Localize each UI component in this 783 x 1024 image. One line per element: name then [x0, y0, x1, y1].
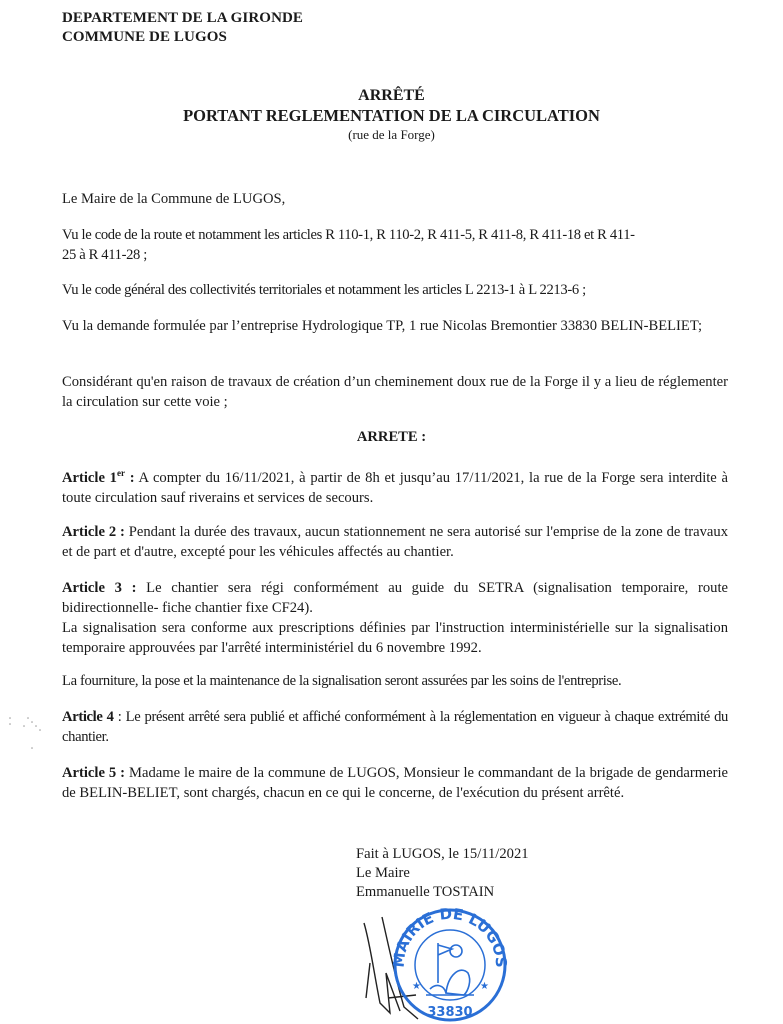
article-4-text: : Le présent arrêté sera publié et affiché conformément à la réglementation en vigueur à chaque extrémité du chantier. [62, 709, 728, 745]
commune-line: COMMUNE DE LUGOS [62, 29, 227, 45]
stamp-top-text: MAIRIE DE LUGOS [389, 904, 510, 969]
article-5-label: Article 5 : [62, 765, 126, 781]
article-5-text: Madame le maire de la commune de LUGOS, Monsieur le commandant de la brigade de gendarmerie de BELIN-BELIET, sont chargés, chacun en ce qui le concerne, de l'exécution du présent arrêté. [62, 765, 728, 801]
department-line: DEPARTEMENT DE LA GIRONDE [62, 10, 304, 26]
stamp-star-left-icon: ★ [412, 981, 421, 992]
article-4 [62, 707, 728, 747]
signer-name: Emmanuelle TOSTAIN [356, 884, 495, 900]
vu-code-collectivites: Vu le code général des collectivités territoriales et notamment les articles L 2213-1 à L 2213-6 ; [62, 282, 586, 298]
article-3-text: Le chantier sera régi conformément au guide du SETRA (signalisation temporaire, route bidirectionnelle- fiche chantier fixe CF24). [62, 580, 728, 616]
signer-role: Le Maire [356, 865, 410, 881]
intro-paragraph: Le Maire de la Commune de LUGOS, [62, 191, 286, 207]
article-3-label: Article 3 : [62, 580, 137, 596]
article-3-text2: La signalisation sera conforme aux prescriptions définies par l'instruction interministérielle sur la signalisation temporaire approuvées par l'arrêté interministériel du 6 novembre 1992. [62, 620, 728, 656]
vu-code-route-line1: Vu le code de la route et notamment les articles R 110-1, R 110-2, R 411-5, R 411-8, R 411-18 et R 411- [62, 227, 635, 243]
article-1-label: Article 1 [62, 470, 117, 486]
svg-text:MAIRIE DE LUGOS [390, 905, 510, 969]
article-2 [62, 522, 728, 562]
vu-code-route [62, 225, 728, 265]
article-4-label: Article 4 [62, 709, 114, 725]
article-1-text: A compter du 16/11/2021, à partir de 8h et jusqu’au 17/11/2021, la rue de la Forge sera interdite à toute circulation sauf riverains et services de secours. [62, 470, 728, 506]
signature-block [356, 845, 529, 902]
considerant-paragraph: Considérant qu'en raison de travaux de création d’un cheminement doux rue de la Forge il y a lieu de réglementer la circulation sur cette voie ; [62, 374, 728, 410]
marianne-emblem-icon [426, 943, 474, 995]
article-5 [62, 763, 728, 803]
document-title: ARRÊTÉ [358, 87, 425, 104]
decision-heading: ARRETE : [356, 429, 427, 445]
vu-code-route-line2: 25 à R 411-28 ; [62, 247, 148, 263]
document-location: (rue de la Forge) [348, 127, 435, 142]
article-1 [62, 468, 728, 508]
letterhead [62, 9, 303, 47]
stamp-star-right-icon: ★ [480, 981, 489, 992]
article-2-text: Pendant la durée des travaux, aucun stationnement ne sera autorisé sur l'emprise de la zone de travaux et de part et d'autre, excepté pour les véhicules affectés au chantier. [62, 524, 728, 560]
fourniture-paragraph: La fourniture, la pose et la maintenance de la signalisation seront assurées par les soins de l'entreprise. [62, 673, 622, 689]
vu-demande: Vu la demande formulée par l’entreprise Hydrologique TP, 1 rue Nicolas Bremontier 33830 BELIN-BELIET; [62, 318, 702, 334]
article-1-sep: : [124, 470, 135, 486]
article-3 [62, 578, 728, 658]
place-date: Fait à LUGOS, le 15/11/2021 [356, 846, 529, 862]
stamp-postcode: 33830 [427, 1005, 473, 1020]
article-1-sup: er [116, 468, 125, 479]
scan-specks [6, 712, 52, 752]
article-2-label: Article 2 : [62, 524, 125, 540]
document-subtitle: PORTANT REGLEMENTATION DE LA CIRCULATION [183, 106, 600, 125]
mairie-stamp [360, 903, 510, 1023]
